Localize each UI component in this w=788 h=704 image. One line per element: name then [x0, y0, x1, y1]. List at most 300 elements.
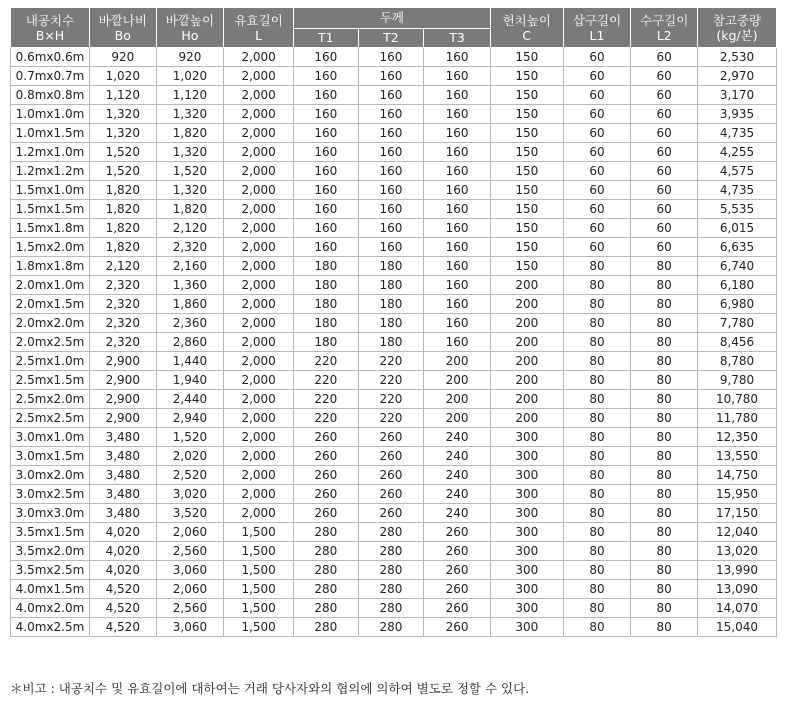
- table-cell: 2,020: [156, 447, 224, 466]
- table-cell: 2,000: [224, 257, 294, 276]
- table-cell: 80: [631, 371, 698, 390]
- table-cell: 1.2mx1.0m: [11, 143, 90, 162]
- table-cell: 6,980: [697, 295, 776, 314]
- table-row: [11, 219, 777, 238]
- table-cell: 3,020: [156, 485, 224, 504]
- table-cell: 80: [563, 523, 631, 542]
- table-cell: 300: [490, 523, 563, 542]
- table-cell: 150: [490, 162, 563, 181]
- table-cell: 1.8mx1.8m: [11, 257, 90, 276]
- header-outer-width: 바깥나비 Bo: [89, 8, 156, 48]
- table-cell: 260: [424, 542, 491, 561]
- table-cell: 80: [631, 542, 698, 561]
- table-cell: 280: [358, 618, 424, 637]
- table-cell: 180: [358, 257, 424, 276]
- table-cell: 300: [490, 485, 563, 504]
- table-cell: 280: [358, 580, 424, 599]
- table-cell: 80: [631, 428, 698, 447]
- table-cell: 2,320: [89, 314, 156, 333]
- table-cell: 17,150: [697, 504, 776, 523]
- table-cell: 260: [358, 428, 424, 447]
- table-cell: 180: [358, 276, 424, 295]
- table-row: [11, 352, 777, 371]
- table-cell: 3.5mx1.5m: [11, 523, 90, 542]
- table-row: [11, 276, 777, 295]
- table-cell: 1,500: [224, 542, 294, 561]
- table-cell: 1,500: [224, 580, 294, 599]
- table-cell: 1.5mx1.8m: [11, 219, 90, 238]
- table-cell: 15,950: [697, 485, 776, 504]
- table-cell: 150: [490, 86, 563, 105]
- table-row: [11, 523, 777, 542]
- table-cell: 260: [358, 466, 424, 485]
- table-cell: 220: [358, 352, 424, 371]
- table-cell: 180: [358, 314, 424, 333]
- table-cell: 8,456: [697, 333, 776, 352]
- table-cell: 80: [563, 257, 631, 276]
- header-socket-length: 수구길이 L2: [631, 8, 698, 48]
- table-cell: 280: [293, 580, 358, 599]
- table-cell: 2,000: [224, 276, 294, 295]
- table-cell: 300: [490, 599, 563, 618]
- header-effective-length: 유효길이 L: [224, 8, 294, 48]
- table-cell: 160: [424, 124, 491, 143]
- header-haunch-height: 헌치높이 C: [490, 8, 563, 48]
- table-cell: 3.0mx1.0m: [11, 428, 90, 447]
- table-cell: 2,000: [224, 295, 294, 314]
- table-cell: 80: [631, 618, 698, 637]
- table-cell: 1,820: [89, 200, 156, 219]
- table-cell: 3.5mx2.5m: [11, 561, 90, 580]
- table-cell: 80: [563, 542, 631, 561]
- table-cell: 160: [358, 200, 424, 219]
- table-cell: 2,060: [156, 580, 224, 599]
- table-cell: 180: [293, 314, 358, 333]
- table-cell: 1,500: [224, 523, 294, 542]
- table-row: [11, 48, 777, 67]
- table-cell: 80: [563, 447, 631, 466]
- table-cell: 160: [424, 105, 491, 124]
- table-cell: 80: [563, 599, 631, 618]
- table-cell: 4,735: [697, 124, 776, 143]
- table-cell: 160: [358, 162, 424, 181]
- table-cell: 160: [424, 67, 491, 86]
- table-cell: 80: [563, 333, 631, 352]
- table-cell: 160: [424, 181, 491, 200]
- table-cell: 3,480: [89, 485, 156, 504]
- table-cell: 260: [424, 599, 491, 618]
- table-cell: 1,520: [156, 428, 224, 447]
- table-row: [11, 485, 777, 504]
- table-cell: 2.0mx2.5m: [11, 333, 90, 352]
- table-cell: 1.5mx1.5m: [11, 200, 90, 219]
- table-cell: 80: [631, 314, 698, 333]
- table-row: [11, 143, 777, 162]
- table-cell: 3,060: [156, 618, 224, 637]
- table-cell: 1,820: [156, 200, 224, 219]
- table-cell: 4,575: [697, 162, 776, 181]
- table-cell: 260: [293, 485, 358, 504]
- table-cell: 60: [631, 200, 698, 219]
- table-cell: 280: [293, 523, 358, 542]
- table-row: [11, 86, 777, 105]
- table-cell: 220: [293, 409, 358, 428]
- table-cell: 2,440: [156, 390, 224, 409]
- table-cell: 260: [358, 504, 424, 523]
- table-cell: 80: [631, 333, 698, 352]
- table-cell: 80: [631, 504, 698, 523]
- table-cell: 2,120: [89, 257, 156, 276]
- table-cell: 80: [563, 618, 631, 637]
- table-cell: 260: [358, 447, 424, 466]
- table-cell: 4,520: [89, 580, 156, 599]
- table-cell: 80: [631, 390, 698, 409]
- table-cell: 2,000: [224, 200, 294, 219]
- table-cell: 60: [631, 219, 698, 238]
- table-cell: 200: [490, 295, 563, 314]
- table-cell: 3,480: [89, 447, 156, 466]
- table-row: [11, 295, 777, 314]
- table-cell: 160: [424, 276, 491, 295]
- table-cell: 1,320: [89, 124, 156, 143]
- table-cell: 80: [631, 485, 698, 504]
- table-cell: 2,000: [224, 333, 294, 352]
- table-cell: 4.0mx2.0m: [11, 599, 90, 618]
- table-cell: 1,940: [156, 371, 224, 390]
- table-cell: 3.0mx1.5m: [11, 447, 90, 466]
- table-cell: 160: [424, 333, 491, 352]
- table-cell: 160: [424, 257, 491, 276]
- table-row: [11, 67, 777, 86]
- table-cell: 80: [563, 485, 631, 504]
- table-cell: 80: [631, 580, 698, 599]
- table-cell: 200: [424, 390, 491, 409]
- table-cell: 2,000: [224, 428, 294, 447]
- table-cell: 2.5mx1.0m: [11, 352, 90, 371]
- table-cell: 240: [424, 447, 491, 466]
- table-cell: 13,090: [697, 580, 776, 599]
- table-cell: 200: [424, 409, 491, 428]
- table-cell: 200: [424, 371, 491, 390]
- table-cell: 60: [563, 143, 631, 162]
- table-cell: 2.0mx1.0m: [11, 276, 90, 295]
- table-cell: 4.0mx1.5m: [11, 580, 90, 599]
- table-cell: 160: [424, 238, 491, 257]
- table-cell: 13,020: [697, 542, 776, 561]
- table-cell: 280: [358, 542, 424, 561]
- table-cell: 180: [293, 295, 358, 314]
- table-cell: 2,000: [224, 181, 294, 200]
- table-cell: 150: [490, 238, 563, 257]
- table-cell: 2,900: [89, 371, 156, 390]
- table-cell: 6,015: [697, 219, 776, 238]
- table-row: [11, 238, 777, 257]
- table-cell: 60: [563, 67, 631, 86]
- table-cell: 2,320: [89, 295, 156, 314]
- table-cell: 80: [631, 257, 698, 276]
- table-cell: 160: [293, 86, 358, 105]
- table-cell: 200: [490, 390, 563, 409]
- table-cell: 220: [293, 352, 358, 371]
- table-cell: 150: [490, 219, 563, 238]
- table-cell: 160: [424, 200, 491, 219]
- table-cell: 2.5mx1.5m: [11, 371, 90, 390]
- table-cell: 15,040: [697, 618, 776, 637]
- table-cell: 60: [631, 48, 698, 67]
- table-cell: 80: [563, 466, 631, 485]
- table-cell: 80: [563, 390, 631, 409]
- table-cell: 2,000: [224, 162, 294, 181]
- table-cell: 280: [358, 561, 424, 580]
- table-cell: 300: [490, 504, 563, 523]
- table-cell: 180: [293, 257, 358, 276]
- table-cell: 60: [631, 67, 698, 86]
- table-cell: 8,780: [697, 352, 776, 371]
- table-cell: 2,000: [224, 219, 294, 238]
- table-cell: 60: [563, 238, 631, 257]
- table-cell: 12,350: [697, 428, 776, 447]
- table-cell: 4,735: [697, 181, 776, 200]
- table-cell: 160: [358, 48, 424, 67]
- table-cell: 2,970: [697, 67, 776, 86]
- table-cell: 920: [156, 48, 224, 67]
- table-row: [11, 105, 777, 124]
- table-cell: 1,500: [224, 618, 294, 637]
- table-cell: 80: [631, 523, 698, 542]
- table-cell: 1,520: [156, 162, 224, 181]
- table-cell: 1.2mx1.2m: [11, 162, 90, 181]
- table-cell: 80: [631, 599, 698, 618]
- table-row: [11, 580, 777, 599]
- table-cell: 1,500: [224, 561, 294, 580]
- table-cell: 60: [563, 86, 631, 105]
- table-cell: 200: [424, 352, 491, 371]
- header-t2: T2: [358, 29, 424, 48]
- table-row: [11, 542, 777, 561]
- table-cell: 60: [563, 181, 631, 200]
- table-row: [11, 124, 777, 143]
- table-cell: 260: [358, 485, 424, 504]
- header-inner-size: 내공치수 B×H: [11, 8, 90, 48]
- table-cell: 1.0mx1.0m: [11, 105, 90, 124]
- table-cell: 2,560: [156, 542, 224, 561]
- table-cell: 60: [563, 124, 631, 143]
- table-cell: 1,020: [89, 67, 156, 86]
- table-cell: 2,000: [224, 67, 294, 86]
- table-cell: 150: [490, 105, 563, 124]
- table-cell: 260: [293, 466, 358, 485]
- table-cell: 2,160: [156, 257, 224, 276]
- table-cell: 160: [424, 295, 491, 314]
- table-row: [11, 390, 777, 409]
- table-cell: 80: [563, 314, 631, 333]
- table-cell: 2,000: [224, 86, 294, 105]
- table-cell: 150: [490, 67, 563, 86]
- table-cell: 300: [490, 466, 563, 485]
- table-row: [11, 371, 777, 390]
- table-cell: 80: [563, 428, 631, 447]
- table-cell: 2,000: [224, 466, 294, 485]
- table-cell: 6,635: [697, 238, 776, 257]
- table-cell: 60: [563, 48, 631, 67]
- table-cell: 4,520: [89, 618, 156, 637]
- table-row: [11, 257, 777, 276]
- table-cell: 4,020: [89, 561, 156, 580]
- table-cell: 160: [293, 162, 358, 181]
- table-cell: 160: [293, 67, 358, 86]
- table-cell: 280: [358, 599, 424, 618]
- table-cell: 300: [490, 447, 563, 466]
- table-cell: 160: [358, 124, 424, 143]
- table-cell: 1,360: [156, 276, 224, 295]
- table-cell: 1,820: [89, 238, 156, 257]
- table-cell: 150: [490, 48, 563, 67]
- table-cell: 2,000: [224, 48, 294, 67]
- table-cell: 4,020: [89, 542, 156, 561]
- table-cell: 4,255: [697, 143, 776, 162]
- table-cell: 3.0mx2.0m: [11, 466, 90, 485]
- table-cell: 80: [563, 276, 631, 295]
- table-cell: 80: [563, 580, 631, 599]
- table-cell: 3.5mx2.0m: [11, 542, 90, 561]
- table-cell: 160: [293, 219, 358, 238]
- table-cell: 4.0mx2.5m: [11, 618, 90, 637]
- table-cell: 300: [490, 580, 563, 599]
- table-cell: 3,170: [697, 86, 776, 105]
- table-cell: 1,820: [89, 219, 156, 238]
- table-cell: 150: [490, 124, 563, 143]
- table-cell: 160: [358, 67, 424, 86]
- table-cell: 2,000: [224, 314, 294, 333]
- table-cell: 60: [563, 162, 631, 181]
- table-cell: 60: [631, 86, 698, 105]
- table-cell: 5,535: [697, 200, 776, 219]
- table-row: [11, 466, 777, 485]
- table-cell: 300: [490, 618, 563, 637]
- table-cell: 2,900: [89, 409, 156, 428]
- table-cell: 180: [293, 333, 358, 352]
- table-cell: 14,070: [697, 599, 776, 618]
- table-cell: 240: [424, 485, 491, 504]
- table-cell: 3,480: [89, 428, 156, 447]
- table-cell: 2,000: [224, 371, 294, 390]
- table-cell: 160: [424, 143, 491, 162]
- table-cell: 2,860: [156, 333, 224, 352]
- footnote: ＊비고 : 내공치수 및 유효길이에 대하여는 거래 당사자와의 협의에 의하여 별도로 정할 수 있다.: [10, 681, 530, 696]
- table-cell: 260: [293, 428, 358, 447]
- table-cell: 80: [563, 295, 631, 314]
- table-cell: 4,020: [89, 523, 156, 542]
- table-cell: 200: [490, 333, 563, 352]
- table-cell: 260: [424, 580, 491, 599]
- table-cell: 150: [490, 143, 563, 162]
- table-cell: 220: [293, 390, 358, 409]
- table-cell: 180: [293, 276, 358, 295]
- table-cell: 80: [631, 561, 698, 580]
- table-cell: 4,520: [89, 599, 156, 618]
- table-cell: 1,520: [89, 143, 156, 162]
- table-cell: 2.5mx2.0m: [11, 390, 90, 409]
- table-cell: 260: [424, 523, 491, 542]
- table-cell: 160: [293, 181, 358, 200]
- table-cell: 260: [424, 618, 491, 637]
- table-cell: 160: [358, 219, 424, 238]
- table-cell: 150: [490, 257, 563, 276]
- table-cell: 3,480: [89, 466, 156, 485]
- table-cell: 160: [293, 143, 358, 162]
- table-cell: 160: [293, 238, 358, 257]
- table-header: [11, 8, 777, 48]
- table-row: [11, 200, 777, 219]
- table-cell: 3.0mx3.0m: [11, 504, 90, 523]
- table-cell: 1,860: [156, 295, 224, 314]
- table-cell: 280: [293, 618, 358, 637]
- table-cell: 2,530: [697, 48, 776, 67]
- table-cell: 1.5mx1.0m: [11, 181, 90, 200]
- table-cell: 80: [563, 371, 631, 390]
- header-t3: T3: [424, 29, 491, 48]
- table-cell: 200: [490, 371, 563, 390]
- table-cell: 300: [490, 561, 563, 580]
- table-cell: 220: [358, 409, 424, 428]
- table-cell: 160: [424, 219, 491, 238]
- table-cell: 60: [631, 181, 698, 200]
- table-cell: 1.0mx1.5m: [11, 124, 90, 143]
- table-row: [11, 504, 777, 523]
- table-cell: 1,120: [156, 86, 224, 105]
- table-cell: 150: [490, 181, 563, 200]
- table-cell: 80: [563, 504, 631, 523]
- table-cell: 2.5mx2.5m: [11, 409, 90, 428]
- table-cell: 200: [490, 314, 563, 333]
- table-cell: 240: [424, 428, 491, 447]
- table-cell: 80: [563, 352, 631, 371]
- table-cell: 1,320: [156, 105, 224, 124]
- table-cell: 2,060: [156, 523, 224, 542]
- table-cell: 2,900: [89, 390, 156, 409]
- table-cell: 2,000: [224, 485, 294, 504]
- table-row: [11, 447, 777, 466]
- table-cell: 220: [293, 371, 358, 390]
- table-cell: 60: [631, 124, 698, 143]
- header-outer-height: 바깥높이 Ho: [156, 8, 224, 48]
- table-cell: 300: [490, 542, 563, 561]
- table-cell: 13,550: [697, 447, 776, 466]
- table-cell: 7,780: [697, 314, 776, 333]
- table-cell: 2,000: [224, 409, 294, 428]
- table-cell: 80: [563, 409, 631, 428]
- table-cell: 2,560: [156, 599, 224, 618]
- table-cell: 280: [293, 599, 358, 618]
- table-cell: 160: [293, 105, 358, 124]
- table-cell: 300: [490, 428, 563, 447]
- table-cell: 3,935: [697, 105, 776, 124]
- table-cell: 1,120: [89, 86, 156, 105]
- table-cell: 0.7mx0.7m: [11, 67, 90, 86]
- table-cell: 220: [358, 390, 424, 409]
- table-cell: 2,940: [156, 409, 224, 428]
- table-cell: 2,000: [224, 504, 294, 523]
- table-cell: 1,020: [156, 67, 224, 86]
- table-cell: 2,320: [89, 276, 156, 295]
- table-cell: 160: [424, 314, 491, 333]
- table-cell: 2,520: [156, 466, 224, 485]
- table-row: [11, 428, 777, 447]
- table-cell: 280: [358, 523, 424, 542]
- table-cell: 80: [631, 409, 698, 428]
- table-cell: 200: [490, 276, 563, 295]
- table-cell: 3,520: [156, 504, 224, 523]
